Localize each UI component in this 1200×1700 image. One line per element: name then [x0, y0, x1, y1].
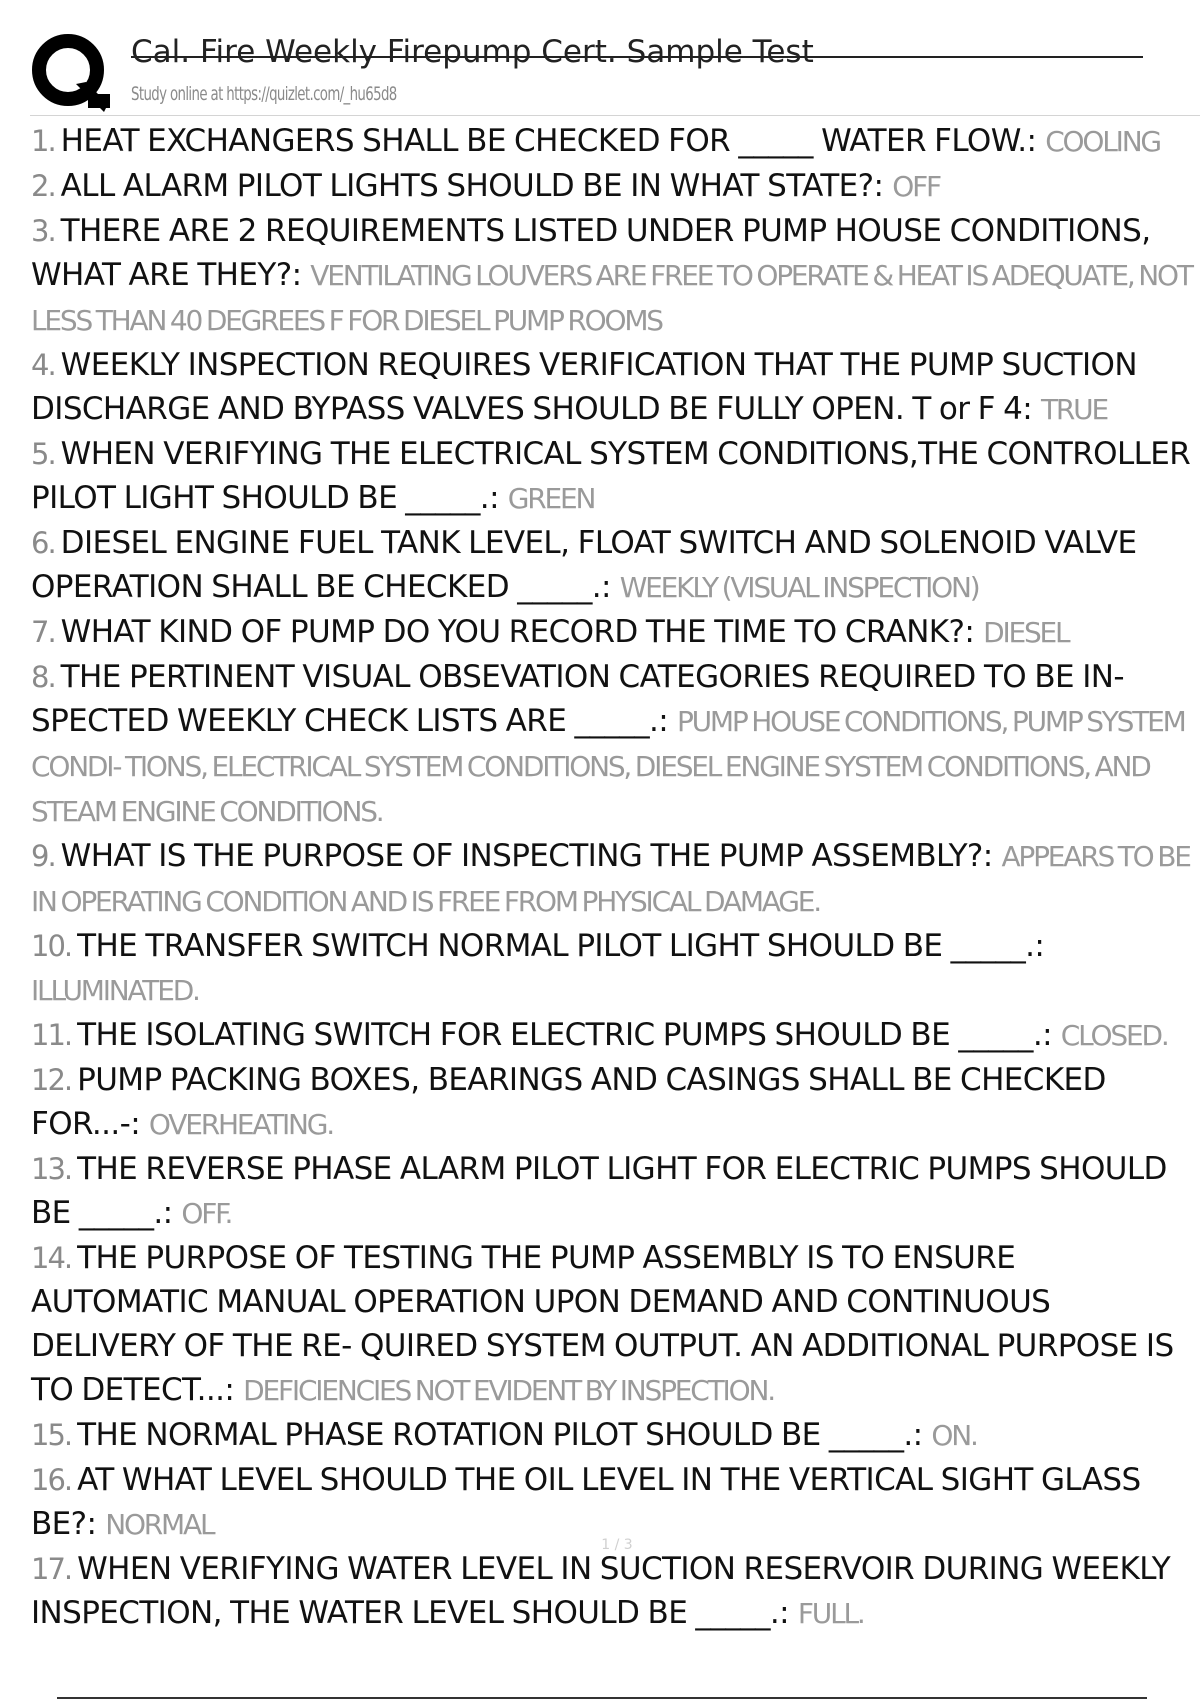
answer-text: VENTILATING LOUVERS ARE FREE TO OPERATE & HEAT IS ADEQUATE, NOT LESS THAN 40 DEGREES F FOR DIESEL PUMP ROOMS: [31, 259, 1192, 337]
question-number: 9.: [31, 839, 55, 873]
question-text: AT WHAT LEVEL SHOULD THE OIL LEVEL IN THE VERTICAL SIGHT GLASS BE?:: [31, 1462, 1141, 1542]
question-item: [31, 343, 1200, 432]
question-item: [31, 1236, 1200, 1413]
question-text: WHEN VERIFYING WATER LEVEL IN SUCTION RESERVOIR DURING WEEKLY INSPECTION, THE WATER LEVEL SHOULD BE _____.:: [31, 1551, 1171, 1631]
study-online-link[interactable]: Study online at https://quizlet.com/_hu65d8: [131, 83, 397, 105]
answer-text: FULL.: [797, 1597, 864, 1630]
question-number: 7.: [31, 615, 55, 649]
answer-text: ILLUMINATED.: [31, 974, 199, 1007]
answer-text: DEFICIENCIES NOT EVIDENT BY INSPECTION.: [243, 1374, 774, 1407]
question-item: [31, 209, 1200, 343]
question-number: 11.: [31, 1018, 72, 1052]
page-number: 1 / 3: [601, 1537, 633, 1553]
document-title: Cal. Fire Weekly Firepump Cert. Sample Test: [131, 34, 814, 70]
question-text: WHAT IS THE PURPOSE OF INSPECTING THE PUMP ASSEMBLY?:: [60, 838, 993, 874]
question-item: [31, 610, 1200, 655]
question-number: 8.: [31, 660, 55, 694]
question-text: THE NORMAL PHASE ROTATION PILOT SHOULD BE _____.:: [77, 1417, 923, 1453]
header-divider: [30, 115, 1200, 116]
question-text: THE REVERSE PHASE ALARM PILOT LIGHT FOR ELECTRIC PUMPS SHOULD BE _____.:: [31, 1151, 1167, 1231]
answer-text: DIESEL: [983, 616, 1069, 649]
question-number: 1.: [31, 124, 55, 158]
answer-text: OFF: [892, 170, 940, 203]
question-item: [31, 1147, 1200, 1236]
question-item: [31, 924, 1200, 1013]
answer-text: COOLING: [1045, 125, 1160, 158]
question-text: PUMP PACKING BOXES, BEARINGS AND CASINGS SHALL BE CHECKED FOR...-:: [31, 1062, 1106, 1142]
question-item: [31, 119, 1200, 164]
question-item: [31, 432, 1200, 521]
answer-text: WEEKLY (VISUAL INSPECTION): [619, 571, 979, 604]
question-item: [31, 1413, 1200, 1458]
answer-text: PUMP HOUSE CONDITIONS, PUMP SYSTEM CONDI- TIONS, ELECTRICAL SYSTEM CONDITIONS, DIESEL ENGINE SYSTEM CONDITIONS, AND STEAM ENGINE CONDITIONS.: [31, 705, 1185, 828]
answer-text: NORMAL: [105, 1508, 214, 1541]
question-item: [31, 164, 1200, 209]
question-list: [31, 119, 1200, 1636]
question-text: ALL ALARM PILOT LIGHTS SHOULD BE IN WHAT STATE?:: [60, 168, 884, 204]
answer-text: APPEARS TO BE IN OPERATING CONDITION AND IS FREE FROM PHYSICAL DAMAGE.: [31, 840, 1190, 918]
question-text: DIESEL ENGINE FUEL TANK LEVEL, FLOAT SWITCH AND SOLENOID VALVE OPERATION SHALL BE CHECKED _____.:: [31, 525, 1137, 605]
question-item: [31, 521, 1200, 610]
answer-text: TRUE: [1041, 393, 1107, 426]
question-text: WEEKLY INSPECTION REQUIRES VERIFICATION THAT THE PUMP SUCTION DISCHARGE AND BYPASS VALVES SHOULD BE FULLY OPEN. T or F 4:: [31, 347, 1137, 427]
question-number: 6.: [31, 526, 55, 560]
question-number: 4.: [31, 348, 55, 382]
question-text: HEAT EXCHANGERS SHALL BE CHECKED FOR _____ WATER FLOW.:: [60, 123, 1037, 159]
question-number: 5.: [31, 437, 55, 471]
question-item: [31, 1547, 1200, 1636]
question-item: [31, 1058, 1200, 1147]
question-number: 17.: [31, 1552, 72, 1586]
question-number: 13.: [31, 1152, 72, 1186]
answer-text: ON.: [931, 1419, 977, 1452]
answer-text: OVERHEATING.: [148, 1108, 334, 1141]
question-number: 10.: [31, 929, 72, 963]
question-text: WHAT KIND OF PUMP DO YOU RECORD THE TIME TO CRANK?:: [60, 614, 975, 650]
question-text: THE PERTINENT VISUAL OBSEVATION CATEGORIES REQUIRED TO BE IN- SPECTED WEEKLY CHECK LISTS ARE _____.:: [31, 659, 1124, 739]
question-number: 2.: [31, 169, 55, 203]
question-text: THE ISOLATING SWITCH FOR ELECTRIC PUMPS SHOULD BE _____.:: [77, 1017, 1052, 1053]
question-item: [31, 1013, 1200, 1058]
question-number: 3.: [31, 214, 55, 248]
question-text: THE TRANSFER SWITCH NORMAL PILOT LIGHT SHOULD BE _____.:: [77, 928, 1045, 964]
question-item: [31, 655, 1200, 834]
question-number: 12.: [31, 1063, 72, 1097]
question-item: [31, 834, 1200, 924]
question-item: [31, 1458, 1200, 1547]
question-text: THERE ARE 2 REQUIREMENTS LISTED UNDER PUMP HOUSE CONDITIONS, WHAT ARE THEY?:: [31, 213, 1151, 293]
quizlet-q-logo-icon: [32, 34, 112, 114]
answer-text: GREEN: [507, 482, 595, 515]
question-text: THE PURPOSE OF TESTING THE PUMP ASSEMBLY IS TO ENSURE AUTOMATIC MANUAL OPERATION UPON DEMAND AND CONTINUOUS DELIVERY OF THE RE- QUIRED SYSTEM OUTPUT. AN ADDITIONAL PURPOSE IS TO DETECT...:: [31, 1240, 1174, 1408]
title-strikethrough-rule: [131, 56, 1143, 58]
question-number: 16.: [31, 1463, 72, 1497]
answer-text: CLOSED.: [1060, 1019, 1168, 1052]
footer-divider: [57, 1697, 1147, 1699]
question-number: 15.: [31, 1418, 72, 1452]
question-text: WHEN VERIFYING THE ELECTRICAL SYSTEM CONDITIONS,THE CONTROLLER PILOT LIGHT SHOULD BE _____.:: [31, 436, 1191, 516]
answer-text: OFF.: [181, 1197, 232, 1230]
question-number: 14.: [31, 1241, 72, 1275]
